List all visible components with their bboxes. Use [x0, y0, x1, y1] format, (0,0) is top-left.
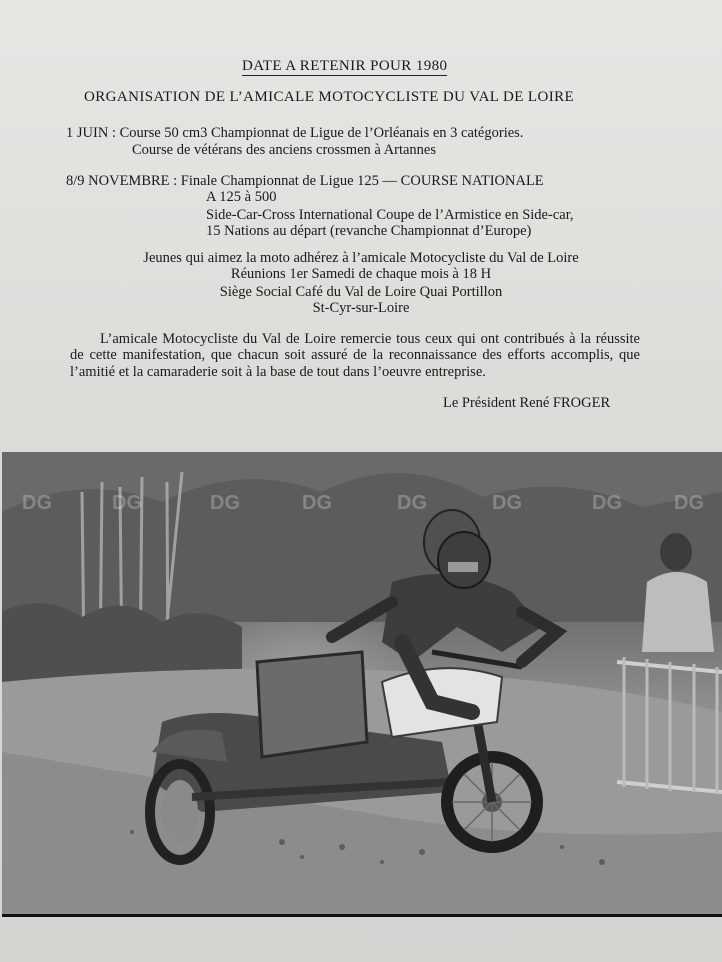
watermark-text: DG: [210, 492, 240, 514]
juin-line-1: 1 JUIN : Course 50 cm3 Championnat de Ligue de l’Orléanais en 3 catégories.: [66, 125, 524, 141]
novembre-line-2: A 125 à 500: [206, 189, 277, 205]
announcement-text: [0, 0, 722, 440]
jeunes-line-4: St-Cyr-sur-Loire: [312, 300, 410, 316]
novembre-line-1: 8/9 NOVEMBRE : Finale Championnat de Ligue 125 — COURSE NATIONALE: [66, 173, 544, 189]
sidecar-race-photo: [2, 452, 722, 917]
organisation-title: ORGANISATION DE L’AMICALE MOTOCYCLISTE DU VAL DE LOIRE: [84, 89, 575, 105]
jeunes-line-1: Jeunes qui aimez la moto adhérez à l’amicale Motocycliste du Val de Loire: [143, 250, 579, 266]
photo-illustration: [2, 452, 722, 914]
watermark-text: DG: [397, 492, 427, 514]
heading: DATE A RETENIR POUR 1980: [242, 58, 448, 74]
juin-line-2: Course de vétérans des anciens crossmen à Artannes: [132, 142, 436, 158]
watermark-text: DG: [302, 492, 332, 514]
watermark-text: DG: [674, 492, 704, 514]
watermark-text: DG: [492, 492, 522, 514]
novembre-line-4: 15 Nations au départ (revanche Championnat d’Europe): [206, 223, 532, 239]
novembre-line-3: Side-Car-Cross International Coupe de l’Armistice en Side-car,: [206, 207, 574, 223]
watermark-text: DG: [22, 492, 52, 514]
watermark-text: DG: [112, 492, 142, 514]
jeunes-line-2: Réunions 1er Samedi de chaque mois à 18 H: [230, 266, 492, 282]
signature: Le Président René FROGER: [443, 395, 611, 411]
watermark-text: DG: [592, 492, 622, 514]
thanks-paragraph: L’amicale Motocycliste du Val de Loire remercie tous ceux qui ont contribués à la réussite de cette manifestation, que chacun soit assuré de la reconnaissance des efforts accomplis, que l’amitié et la camaraderie soit à la base de tout dans l’oeuvre entreprise.: [70, 331, 640, 380]
jeunes-line-3: Siège Social Café du Val de Loire Quai Portillon: [219, 284, 503, 300]
